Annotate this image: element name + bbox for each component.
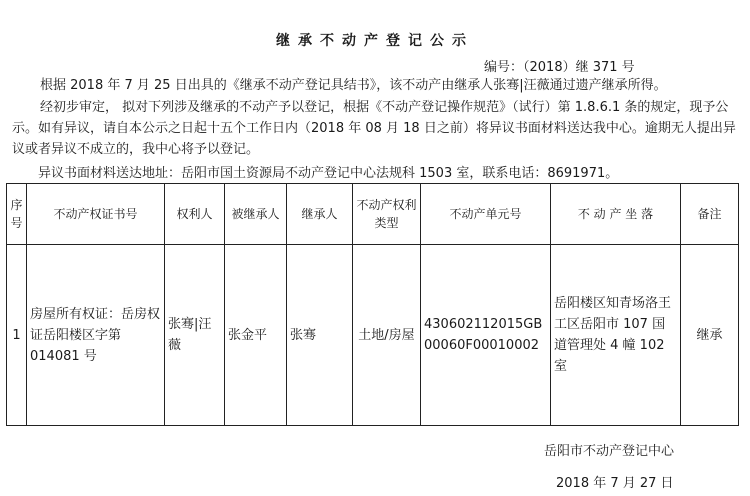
cell-location: 岳阳楼区知青场洛王工区岳阳市 107 国道管理处 4 幢 102 室 [551, 245, 681, 426]
document-number: 编号：（2018）继 371 号 [484, 60, 635, 75]
page-title: 继承不动产登记公示 [276, 33, 474, 49]
cell-heir: 张骞 [287, 245, 353, 426]
issue-date: 2018 年 7 月 27 日 [556, 476, 674, 491]
objection-address-line: 异议书面材料送达地址：岳阳市国土资源局不动产登记中心法规科 1503 室，联系电话：8691971。 [38, 166, 619, 181]
header-seq: 序号 [7, 184, 27, 245]
header-heir: 继承人 [287, 184, 353, 245]
paragraph-inheritance-basis: 根据 2018 年 7 月 25 日出具的《继承不动产登记具结书》，该不动产由继承人张骞|汪薇通过遗产继承所得。 [40, 78, 667, 93]
cell-remark: 继承 [681, 245, 739, 426]
header-decedent: 被继承人 [225, 184, 287, 245]
header-location: 不 动 产 坐 落 [551, 184, 681, 245]
header-unit-no: 不动产单元号 [421, 184, 551, 245]
cell-right-holder: 张骞|汪薇 [165, 245, 225, 426]
header-cert-no: 不动产权证书号 [27, 184, 165, 245]
cell-decedent: 张金平 [225, 245, 287, 426]
cell-right-type: 土地/房屋 [353, 245, 421, 426]
header-right-holder: 权利人 [165, 184, 225, 245]
registration-table [6, 183, 739, 426]
table-header-row [7, 184, 739, 245]
cell-cert-no: 房屋所有权证：岳房权证岳阳楼区字第 014081 号 [27, 245, 165, 426]
table-row [7, 245, 739, 426]
cell-unit-no: 430602112015GB00060F00010002 [421, 245, 551, 426]
cell-seq: 1 [7, 245, 27, 426]
paragraph-notice-terms: 经初步审定， 拟对下列涉及继承的不动产予以登记，根据《不动产登记操作规范》（试行）第 1.8.6.1 条的规定，现予公示。如有异议，请自本公示之日起十五个工作日内（2018 年 08 月 18 日之前）将异议书面材料送达我中心。逾期无人提出异议或者异议不成立的，我中心将予以登记。 [12, 100, 736, 157]
issuing-organization: 岳阳市不动产登记中心 [544, 444, 675, 459]
header-right-type: 不动产权利类型 [353, 184, 421, 245]
header-remark: 备注 [681, 184, 739, 245]
